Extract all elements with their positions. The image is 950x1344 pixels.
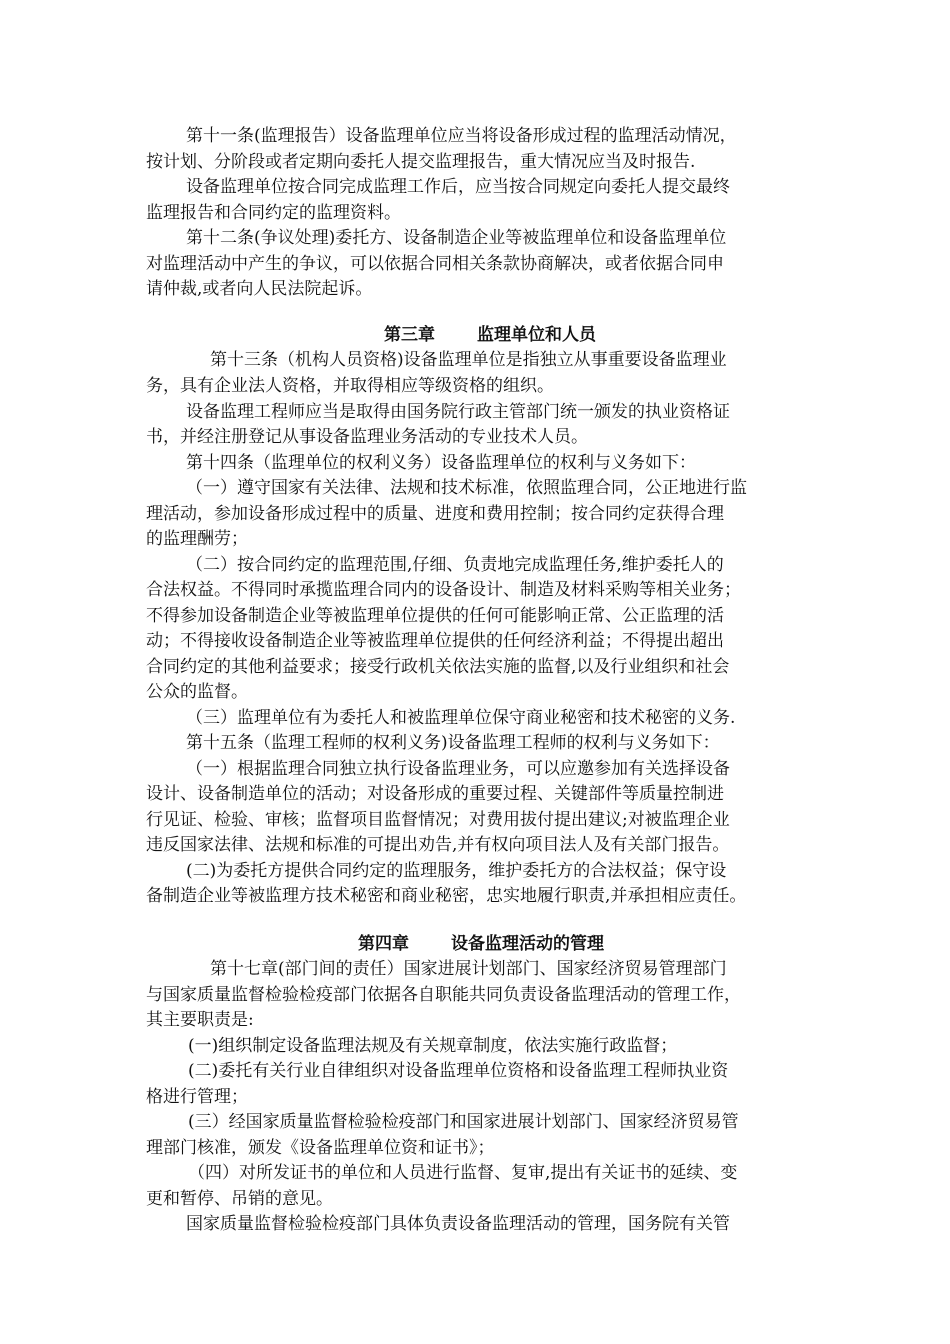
text-line: 国家质量监督检验检疫部门具体负责设备监理活动的管理，国务院有关管 — [186, 1214, 730, 1234]
text-line: 理部门核准，颁发《设备监理单位资和证书》； — [146, 1138, 495, 1158]
text-line: （二）按合同约定的监理范围,仔细、负责地完成监理任务,维护委托人的 — [186, 555, 724, 575]
text-line: 请仲裁,或者向人民法院起诉。 — [146, 279, 373, 299]
text-line: 与国家质量监督检验检疫部门依据各自职能共同负责设备监理活动的管理工作， — [146, 985, 741, 1005]
text-line: (二)为委托方提供合同约定的监理服务，维护委托方的合法权益；保守设 — [186, 861, 727, 881]
text-line: 第十四条（监理单位的权利义务）设备监理单位的权利与义务如下： — [186, 453, 696, 473]
text-line: 理活动，参加设备形成过程中的质量、进度和费用控制；按合同约定获得合理 — [146, 504, 724, 524]
text-line: （一）根据监理合同独立执行设备监理业务，可以应邀参加有关选择设备 — [186, 759, 730, 779]
text-line: 动；不得接收设备制造企业等被监理单位提供的任何经济利益；不得提出超出 — [146, 631, 724, 651]
text-line: 格进行管理； — [146, 1087, 248, 1107]
text-line: （一）遵守国家有关法律、法规和技术标准，依照监理合同，公正地进行监 — [186, 478, 747, 498]
text-line: (一)组织制定设备监理法规及有关规章制度，依法实施行政监督； — [188, 1036, 678, 1056]
chapter-heading-3 — [384, 327, 596, 344]
text-line: 设备监理工程师应当是取得由国务院行政主管部门统一颁发的执业资格证 — [186, 402, 730, 422]
text-line: 更和暂停、吊销的意见。 — [146, 1189, 333, 1209]
text-line: 其主要职责是: — [146, 1010, 254, 1030]
text-line: (三）经国家质量监督检验检疫部门和国家进展计划部门、国家经济贸易管 — [188, 1112, 739, 1132]
text-line: 合法权益。不得同时承揽监理合同内的设备设计、制造及材料采购等相关业务； — [146, 580, 741, 600]
text-line: 设备监理单位按合同完成监理工作后，应当按合同规定向委托人提交最终 — [186, 177, 730, 197]
text-line: 对监理活动中产生的争议，可以依据合同相关条款协商解决，或者依据合同申 — [146, 254, 724, 274]
text-line: 书，并经注册登记从事设备监理业务活动的专业技术人员。 — [146, 427, 588, 447]
text-line: 的监理酬劳； — [146, 529, 248, 549]
text-line: 备制造企业等被监理方技术秘密和商业秘密，忠实地履行职责,并承担相应责任。 — [146, 886, 747, 906]
text-line: 公众的监督。 — [146, 682, 248, 702]
chapter-number: 第三章 — [384, 325, 435, 345]
chapter-heading-4 — [358, 936, 604, 953]
text-line: 第十二条(争议处理)委托方、设备制造企业等被监理单位和设备监理单位 — [186, 228, 727, 248]
text-line: 设计、设备制造单位的活动；对设备形成的重要过程、关键部件等质量控制进 — [146, 784, 724, 804]
text-line: (二)委托有关行业自律组织对设备监理单位资格和设备监理工程师执业资 — [188, 1061, 729, 1081]
chapter-number: 第四章 — [358, 934, 409, 954]
text-line: 合同约定的其他利益要求；接受行政机关依法实施的监督,以及行业组织和社会 — [146, 657, 730, 677]
text-line: 务，具有企业法人资格，并取得相应等级资格的组织。 — [146, 376, 554, 396]
text-line: 监理报告和合同约定的监理资料。 — [146, 203, 401, 223]
text-line: （三）监理单位有为委托人和被监理单位保守商业秘密和技术秘密的义务. — [186, 708, 736, 728]
text-line: （四）对所发证书的单位和人员进行监督、复审,提出有关证书的延续、变 — [188, 1163, 738, 1183]
text-line: 行见证、检验、审核；监督项目监督情况；对费用拔付提出建议;对被监理企业 — [146, 810, 730, 830]
chapter-title: 设备监理活动的管理 — [451, 934, 604, 954]
text-line: 第十五条（监理工程师的权利义务)设备监理工程师的权利与义务如下： — [186, 733, 720, 753]
text-line: 违反国家法律、法规和标准的可提出劝告,并有权向项目法人及有关部门报告。 — [146, 835, 730, 855]
text-line: 第十一条(监理报告）设备监理单位应当将设备形成过程的监理活动情况， — [186, 126, 737, 146]
chapter-title: 监理单位和人员 — [477, 325, 596, 345]
text-line: 按计划、分阶段或者定期向委托人提交监理报告，重大情况应当及时报告. — [146, 152, 696, 172]
text-line: 不得参加设备制造企业等被监理单位提供的任何可能影响正常、公正监理的活 — [146, 606, 724, 626]
text-line: 第十七章(部门间的责任）国家进展计划部门、国家经济贸易管理部门 — [210, 959, 727, 979]
text-line: 第十三条（机构人员资格)设备监理单位是指独立从事重要设备监理业 — [210, 350, 727, 370]
